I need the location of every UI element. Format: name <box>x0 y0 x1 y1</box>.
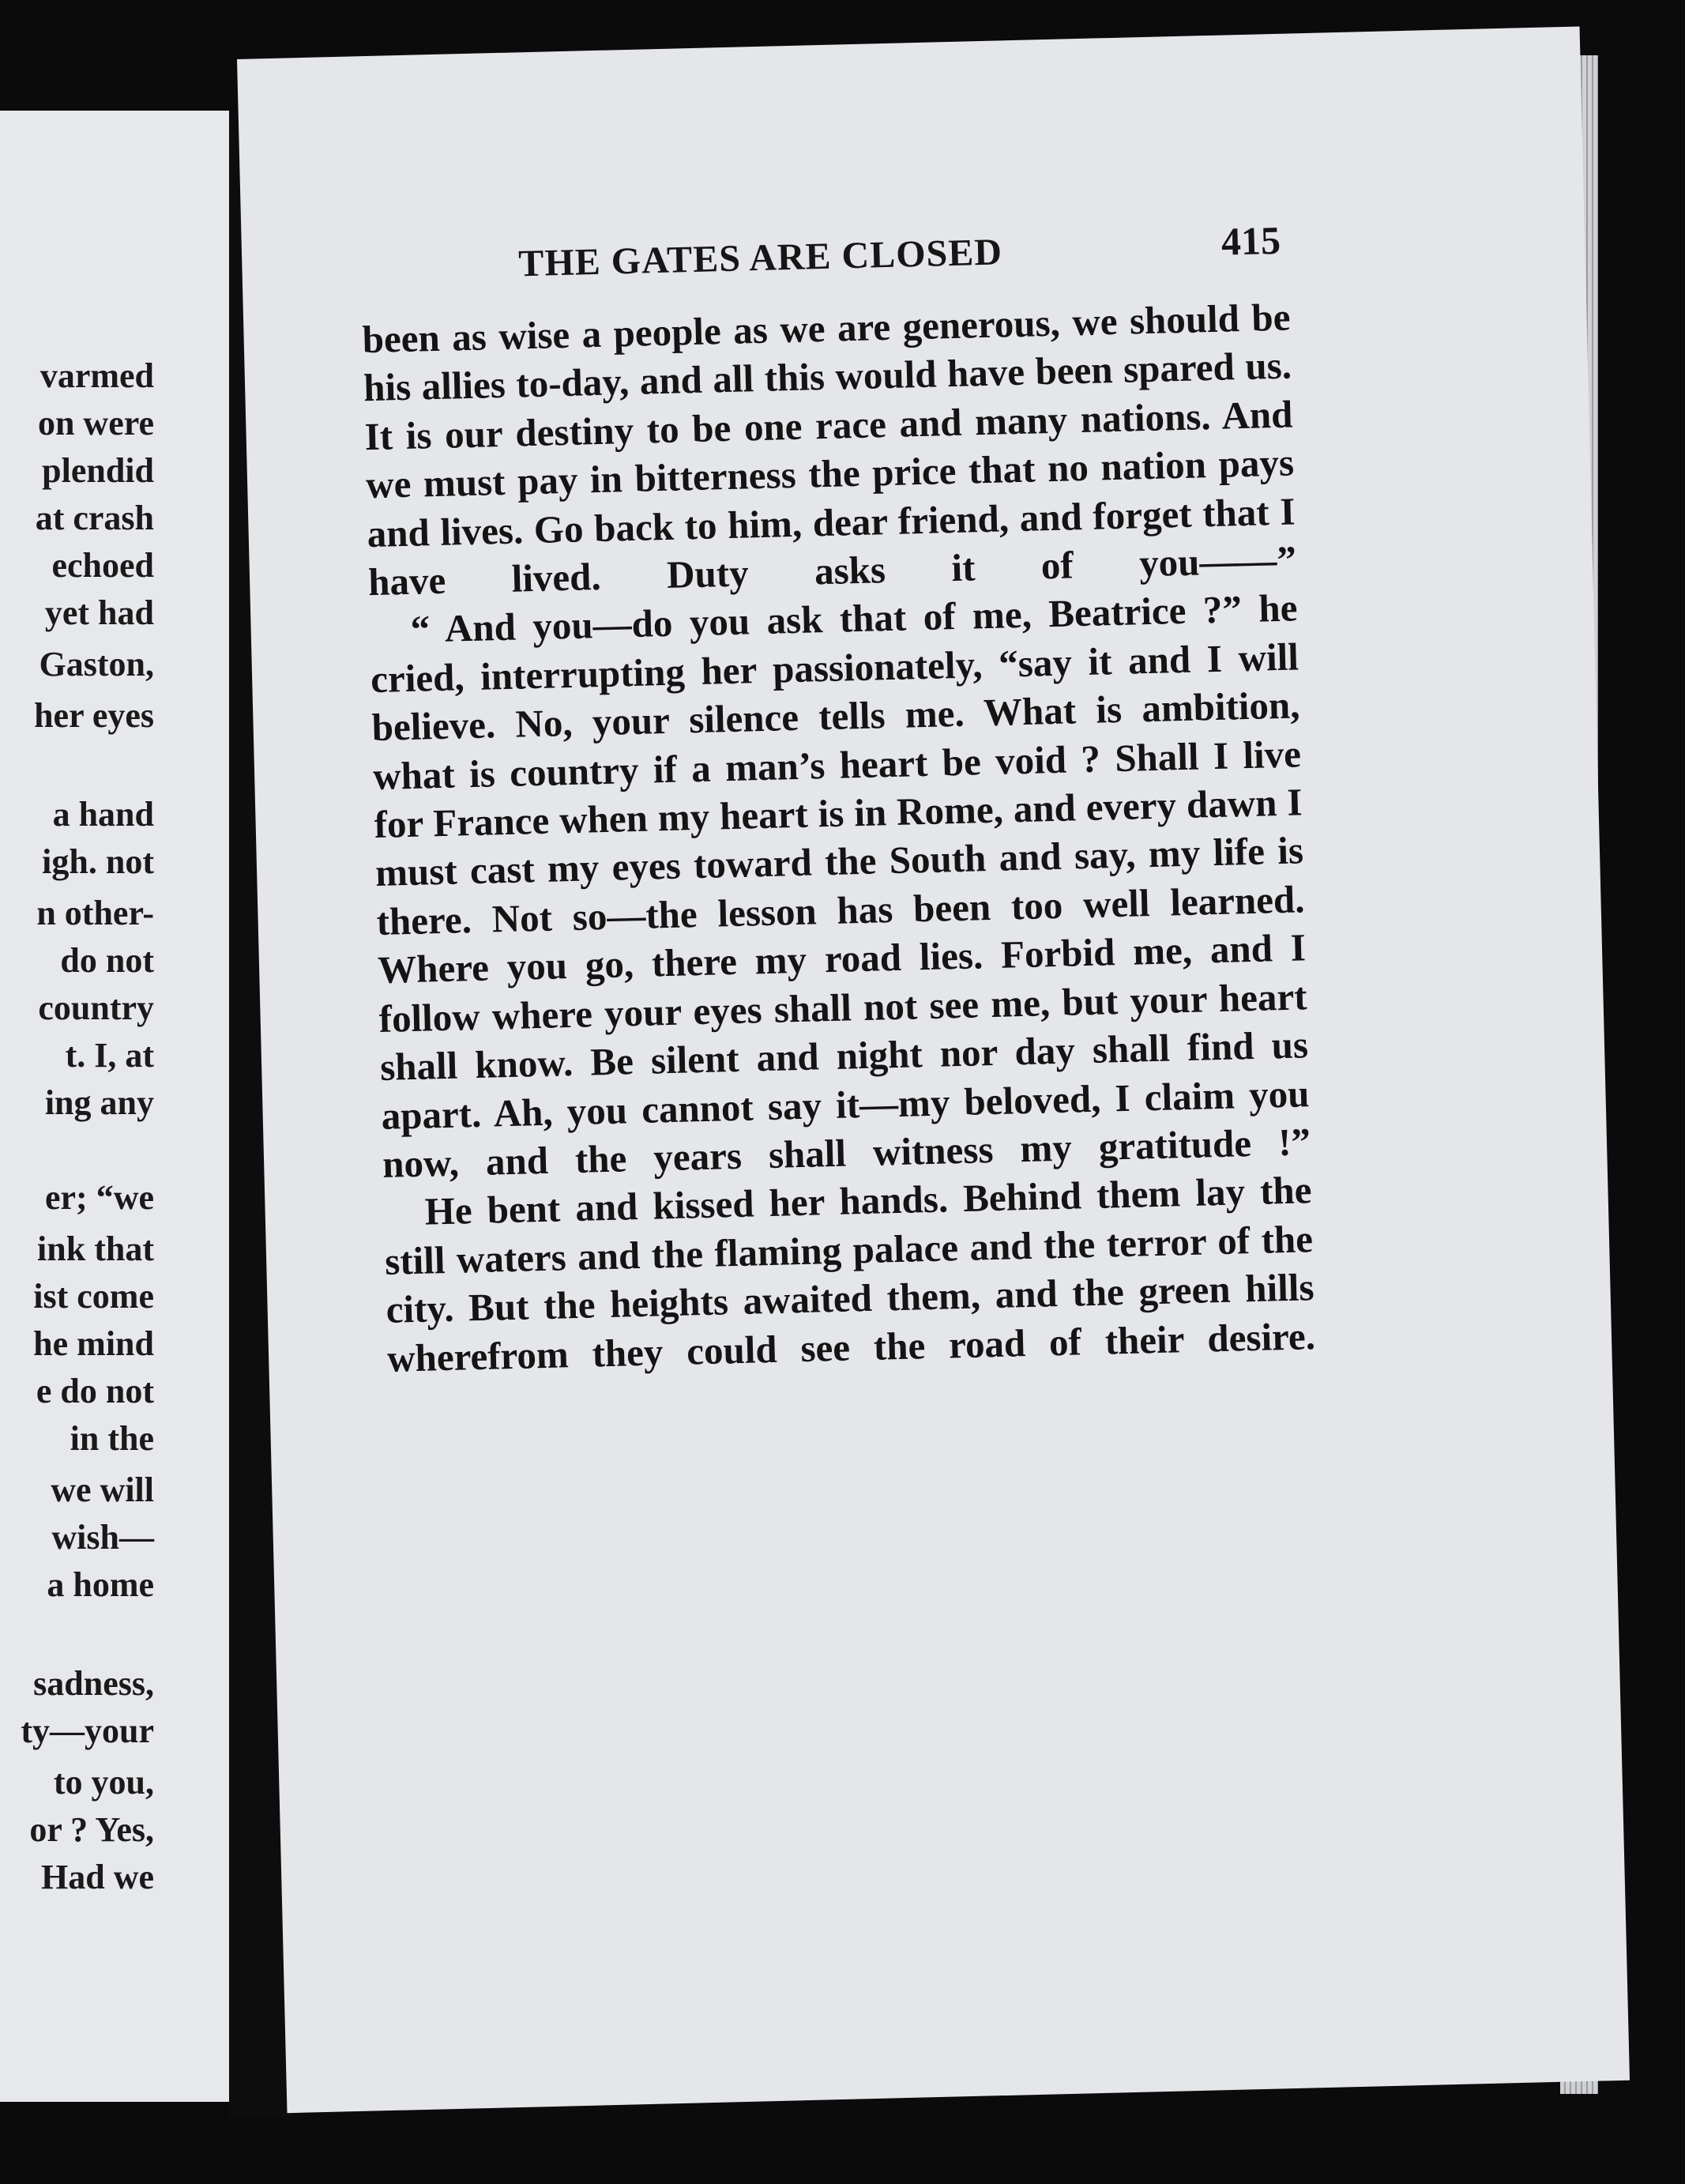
left-page-line: ink that <box>37 1229 154 1268</box>
paragraph-3: He bent and kissed her hands. Behind them lay the still waters and the flaming palace and the terror of the city. But the heights awaited them, and the green hills wherefrom they could see the road of their desire. <box>384 1168 1316 1380</box>
paragraph-1: been as wise a people as we are generous, we should be his allies to-day, and all this would have been spared us. It is our destiny to be one race and many nations. And we must pay in bitterness the price that no nation pays and lives. Go back to him, dear friend, and forget that I have lived. Duty asks it of you——” <box>362 295 1297 604</box>
left-page-line: ty—your <box>21 1711 154 1750</box>
left-page-line: varmed <box>39 356 154 395</box>
left-page-line: yet had <box>44 593 154 632</box>
left-page-line: he mind <box>33 1324 154 1363</box>
left-page-line: plendid <box>42 451 154 490</box>
left-page-line: do not <box>60 941 154 980</box>
left-page-line: e do not <box>36 1372 154 1410</box>
page-number: 415 <box>1220 217 1281 264</box>
left-page-line: country <box>38 988 154 1027</box>
body-text <box>362 293 1316 1383</box>
left-page-line: sadness, <box>33 1664 154 1703</box>
left-page-line: echoed <box>51 546 154 585</box>
left-page-line: Had we <box>41 1858 154 1896</box>
left-page-line: er; “we <box>44 1178 154 1217</box>
right-page <box>237 26 1630 2113</box>
paragraph-2: “ And you—do you ask that of me, Beatrice ?” he cried, interrupting her passionately, “say it and I will believe. No, your silence tells me. What is ambition, what is country if a man’s heart be void ? Shall I live for France when my heart is in Rome, and every dawn I must cast my eyes toward the South and say, my life is there. Not so—the lesson has been too well learned. Where you go, there my road lies. Forbid me, and I follow where your eyes shall not see me, but your heart shall know. Be silent and night nor day shall find us apart. Ah, you cannot say it—my beloved, I claim you now, and the years shall witness my gratitude !” <box>370 586 1311 1186</box>
left-page-line: wish— <box>51 1518 154 1557</box>
running-head: THE GATES ARE CLOSED <box>517 231 1003 285</box>
left-page-line: ist come <box>33 1277 154 1316</box>
left-page-line: igh. not <box>42 842 154 881</box>
left-page-line: to you, <box>53 1763 154 1802</box>
left-page-line: t. I, at <box>65 1036 154 1075</box>
left-page-line: on were <box>37 404 154 442</box>
left-page <box>0 111 229 2102</box>
left-page-line: a home <box>47 1565 154 1604</box>
left-page-line: a hand <box>52 795 154 834</box>
left-page-line: in the <box>70 1419 154 1458</box>
left-page-line: n other- <box>36 894 154 932</box>
left-page-line: or ? Yes, <box>29 1810 154 1849</box>
left-page-line: her eyes <box>34 696 154 735</box>
left-page-line: we will <box>51 1470 154 1509</box>
left-page-line: Gaston, <box>39 645 154 683</box>
left-page-line: at crash <box>35 499 154 537</box>
left-page-line: ing any <box>44 1083 154 1122</box>
